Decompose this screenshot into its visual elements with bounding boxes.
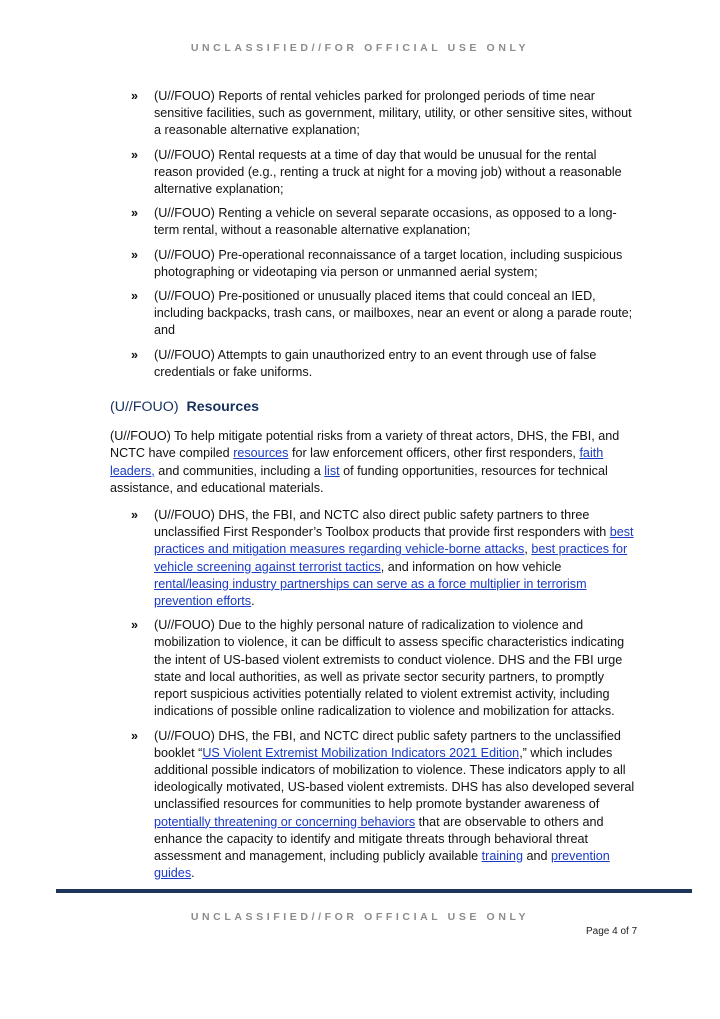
list-item xyxy=(110,88,635,140)
funding-list-link[interactable]: list xyxy=(324,463,340,478)
list-item-text: (U//FOUO) Renting a vehicle on several separate occasions, as opposed to a long-term rental, without a reasonable alternative explanation; xyxy=(154,206,617,238)
bullet-marker: » xyxy=(131,728,139,743)
list-item-text: (U//FOUO) Pre-operational reconnaissance of a target location, including suspicious photographing or videotaping via person or unmanned aerial system; xyxy=(154,247,623,279)
document-body xyxy=(110,88,635,889)
list-item-text: (U//FOUO) Due to the highly personal nature of radicalization to violence and mobilization to violence, it can be difficult to assess specific characteristics indicating the intent of US-based violent extremists to conduct violence. DHS and the FBI urge state and local authorities, as well as private sector security partners, to promptly report suspicious activities potentially related to violent extremist activity, including indications of possible online radicalization to violence and mobilization for attacks. xyxy=(154,618,625,719)
paragraph-text: (U//FOUO) To help mitigate potential risks from a variety of threat actors, DHS, the FBI, and NCTC have compiled xyxy=(110,429,620,461)
rental-leasing-partnerships-link[interactable]: rental/leasing industry partnerships can serve as a force multiplier in terrorism prevention efforts xyxy=(154,576,587,609)
list-item xyxy=(110,617,635,720)
page-number: Page 4 of 7 xyxy=(586,926,638,937)
faith-leaders-link[interactable]: faith leaders, xyxy=(110,446,604,478)
bullet-marker: » xyxy=(131,147,139,162)
prevention-guides-link[interactable]: prevention guides xyxy=(154,848,610,881)
bullet-marker: » xyxy=(131,508,139,523)
concerning-behaviors-link[interactable]: potentially threatening or concerning behaviors xyxy=(154,814,416,829)
bullet-marker: » xyxy=(131,247,139,262)
list-item-text: and xyxy=(522,848,551,863)
paragraph-text: for law enforcement officers, other first responders, xyxy=(288,446,580,461)
list-item-text: , xyxy=(524,542,532,557)
list-item-text: . xyxy=(191,866,195,881)
paragraph-text: of funding opportunities, resources for technical assistance, and educational materials. xyxy=(110,463,608,495)
training-link[interactable]: training xyxy=(481,848,523,863)
list-item-text: , and information on how vehicle xyxy=(380,559,562,574)
mobilization-indicators-link[interactable]: US Violent Extremist Mobilization Indicators 2021 Edition xyxy=(202,745,520,760)
resources-intro-paragraph xyxy=(110,428,635,497)
list-item-text: (U//FOUO) Reports of rental vehicles parked for prolonged periods of time near sensitive facilities, such as government, military, utility, or other sensitive sites, without a reasonable alternative explanation; xyxy=(154,89,632,138)
list-item xyxy=(110,728,635,883)
list-item-text: that are observable to others and enhance the capacity to identify and mitigate threats through behavioral threat assessment and management, including publicly available xyxy=(154,814,604,863)
list-item-text: (U//FOUO) Rental requests at a time of day that would be unusual for the rental reason provided (e.g., renting a truck at night for a moving job) without a reasonable alternative explanation; xyxy=(154,147,622,197)
list-item-text: . xyxy=(251,594,255,609)
bullet-marker: » xyxy=(131,89,139,103)
list-item xyxy=(110,205,635,239)
list-item xyxy=(110,507,635,610)
bullet-marker: » xyxy=(131,289,139,304)
list-item-text: (U//FOUO) DHS, the FBI, and NCTC direct public safety partners to the unclassified booklet “ xyxy=(154,728,621,760)
list-item-text: (U//FOUO) Attempts to gain unauthorized entry to an event through use of false credentials or fake uniforms. xyxy=(154,347,597,379)
resources-list xyxy=(110,507,635,882)
vehicle-borne-attacks-link[interactable]: best practices and mitigation measures regarding vehicle-borne attacks xyxy=(154,525,634,557)
bullet-marker: » xyxy=(131,618,139,633)
paragraph-text: and communities, including a xyxy=(154,463,325,478)
list-item xyxy=(110,247,635,281)
vehicle-screening-link[interactable]: best practices for vehicle screening against terrorist tactics xyxy=(154,542,628,574)
footer-classification-marking: UNCLASSIFIED//FOR OFFICIAL USE ONLY xyxy=(190,911,530,923)
resources-link[interactable]: resources xyxy=(233,446,289,461)
list-item-text: (U//FOUO) DHS, the FBI, and NCTC also direct public safety partners to three unclassified First Responder’s Toolbox products that provide first responders with xyxy=(154,508,610,540)
section-heading-title: Resources xyxy=(186,399,260,416)
section-heading-resources xyxy=(110,399,635,416)
bullet-marker: » xyxy=(131,347,139,362)
list-item-text: (U//FOUO) Pre-positioned or unusually placed items that could conceal an IED, including backpacks, trash cans, or mailboxes, near an event or along a parade route; and xyxy=(154,289,633,338)
bullet-marker: » xyxy=(131,206,139,221)
list-item xyxy=(110,347,635,381)
list-item xyxy=(110,288,635,340)
indicator-list xyxy=(110,88,635,381)
section-heading-prefix: (U//FOUO) xyxy=(110,399,179,416)
footer-divider xyxy=(56,889,692,893)
header-classification-marking: UNCLASSIFIED//FOR OFFICIAL USE ONLY xyxy=(190,42,530,54)
list-item-text: ,” which includes additional possible indicators of mobilization to violence. These indicators apply to all ideologically motivated, US-based violent extremists. DHS has also developed several unclassified resources for communities to help promote bystander awareness of xyxy=(154,745,635,812)
list-item xyxy=(110,147,635,199)
